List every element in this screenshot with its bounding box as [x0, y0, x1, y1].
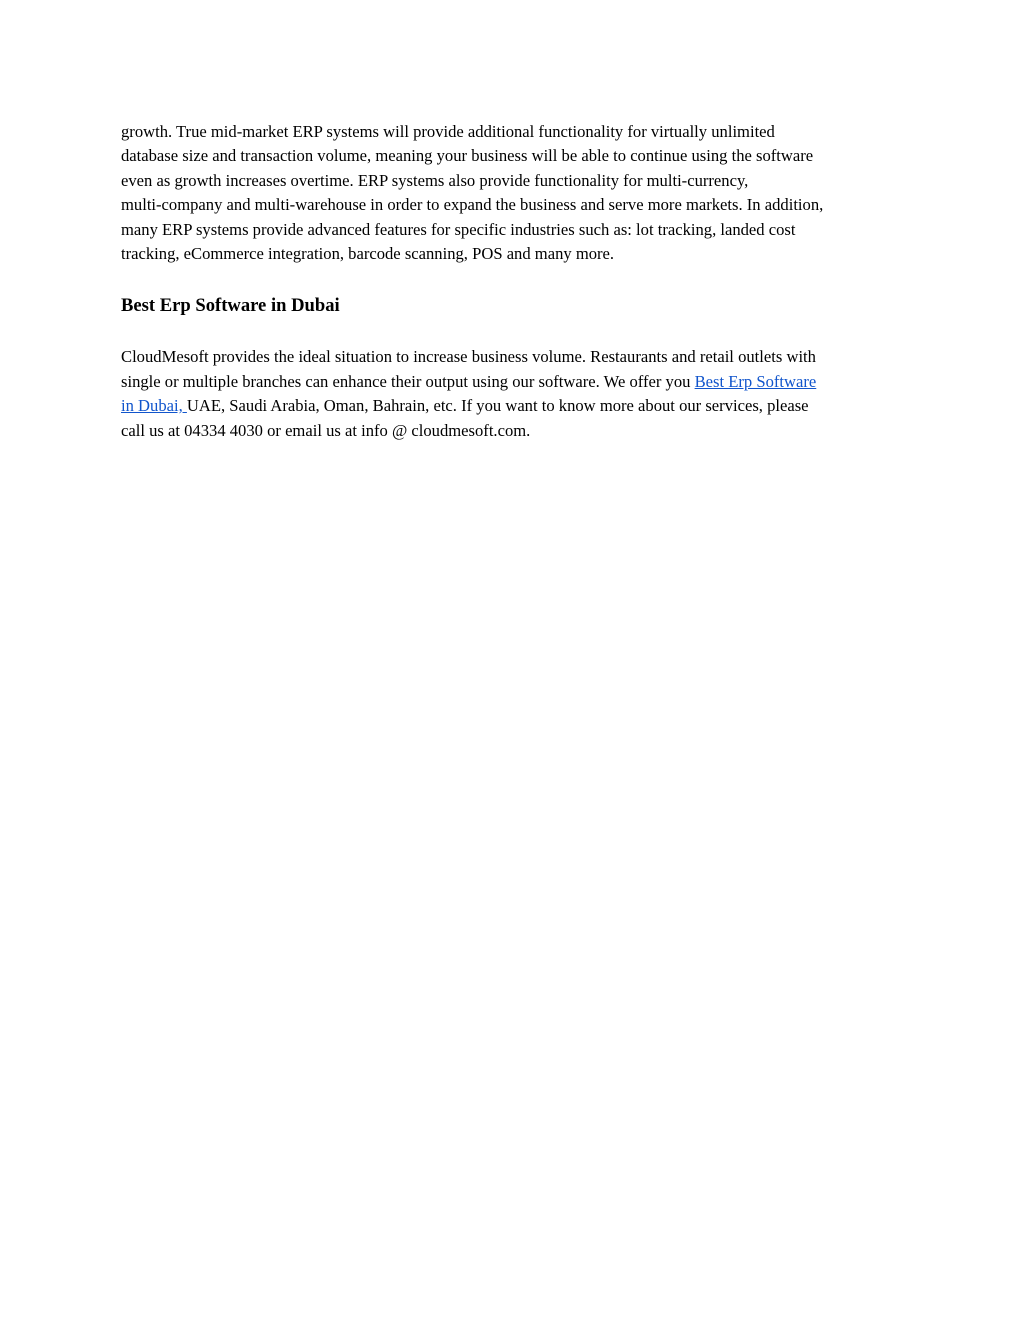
paragraph-line: many ERP systems provide advanced features for specific industries such as: lot tracking, landed cost [121, 219, 796, 239]
document-content [121, 120, 911, 443]
in-dubai-link[interactable]: in Dubai, [121, 396, 187, 416]
paragraph-text: UAE, Saudi Arabia, Oman, Bahrain, etc. If you want to know more about our services, please [186, 396, 809, 416]
paragraph-line: call us at 04334 4030 or email us at info @ cloudmesoft.com. [121, 420, 531, 440]
paragraph-text: single or multiple branches can enhance their output using our software. We offer you [121, 371, 695, 391]
paragraph-line: even as growth increases overtime. ERP systems also provide functionality for multi-currency, [121, 170, 749, 190]
paragraph-line: multi-company and multi-warehouse in order to expand the business and serve more markets. In addition, [121, 195, 824, 215]
best-erp-software-link[interactable]: Best Erp Software [694, 371, 817, 391]
paragraph-line [121, 370, 911, 394]
paragraph-line: tracking, eCommerce integration, barcode scanning, POS and many more. [121, 244, 615, 264]
paragraph-line [121, 394, 911, 418]
services-paragraph [121, 345, 911, 443]
paragraph-line: database size and transaction volume, meaning your business will be able to continue using the software [121, 146, 814, 166]
paragraph-line: CloudMesoft provides the ideal situation to increase business volume. Restaurants and retail outlets with [121, 347, 816, 367]
section-heading: Best Erp Software in Dubai [121, 295, 340, 317]
intro-paragraph [121, 120, 911, 266]
paragraph-line: growth. True mid-market ERP systems will provide additional functionality for virtually unlimited [121, 122, 775, 141]
